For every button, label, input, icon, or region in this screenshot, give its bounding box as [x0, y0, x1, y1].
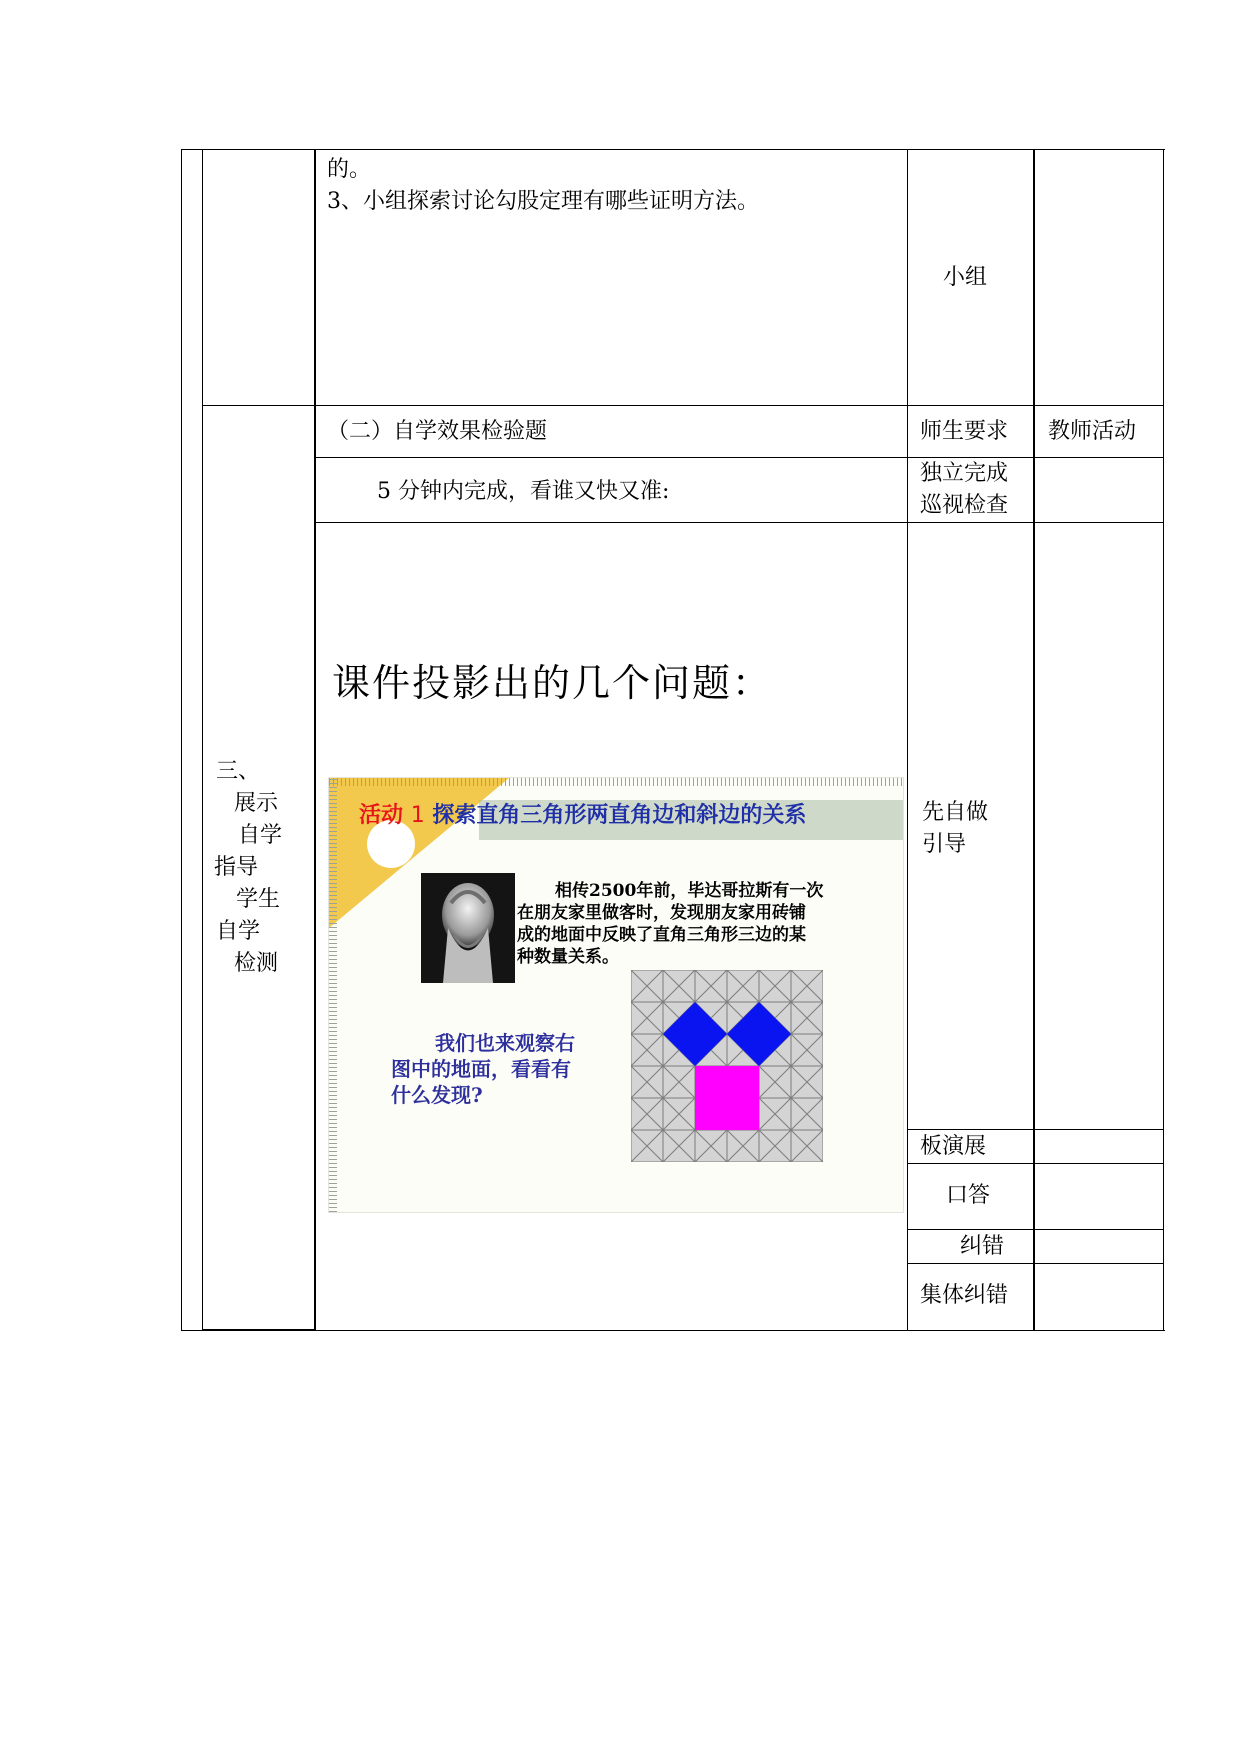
slide-story-line1: 相传2500年前，毕达哥拉斯有一次	[555, 881, 824, 901]
col-header-requirements: 师生要求	[920, 419, 1009, 444]
table-col-divider-4	[1033, 149, 1035, 1331]
table-col-divider-2	[314, 149, 316, 1331]
slide-side-ruler	[329, 778, 337, 1212]
req-first-line2: 引导	[922, 832, 967, 857]
table-border-bottom	[181, 1330, 1165, 1331]
req-independent-line1: 独立完成	[920, 461, 1009, 486]
req-answer: 口答	[946, 1183, 991, 1208]
slide-activity-label: 活动	[359, 803, 404, 828]
row-divider-6	[907, 1229, 1164, 1230]
slide-story-line2: 在朋友家里做客时，发现朋友家用砖铺	[517, 903, 806, 923]
courseware-slide	[328, 777, 904, 1213]
slide-prompt-line2: 图中的地面，看看有	[391, 1057, 571, 1081]
instruction-text: 5 分钟内完成，看谁又快又准:	[377, 479, 670, 504]
courseware-heading: 课件投影出的几个问题：	[332, 661, 773, 705]
section-label-line4: 指导	[214, 855, 259, 880]
req-independent-line2: 巡视检查	[920, 493, 1009, 518]
tile-floor-diagram	[631, 970, 823, 1162]
section-label-line2: 展示	[234, 791, 279, 816]
slide-top-ruler	[329, 778, 903, 786]
slide-prompt-line3: 什么发现?	[391, 1083, 483, 1107]
section-label-line6: 自学	[216, 919, 261, 944]
row-divider-3	[314, 522, 1164, 523]
row1-text-line1: 的。	[327, 157, 372, 182]
req-group-correct: 集体纠错	[920, 1283, 1009, 1308]
row1-requirement: 小组	[943, 265, 988, 290]
row-divider-label-bottom	[202, 1329, 315, 1331]
row-divider-1	[202, 405, 1164, 406]
subheading: （二）自学效果检验题	[327, 419, 548, 444]
row1-text-line2: 3、小组探索讨论勾股定理有哪些证明方法。	[327, 189, 759, 214]
slide-activity-title: 探索直角三角形两直角边和斜边的关系	[432, 803, 807, 828]
slide-story-line4: 种数量关系。	[517, 947, 619, 967]
slide-title	[359, 798, 806, 828]
row-divider-7	[907, 1263, 1164, 1264]
req-first-line1: 先自做	[922, 800, 989, 825]
table-border-left	[181, 149, 182, 1331]
row-divider-4	[907, 1129, 1164, 1130]
req-board: 板演展	[920, 1134, 987, 1159]
col-header-teacher-activity: 教师活动	[1048, 419, 1137, 444]
section-label-line3: 自学	[238, 823, 283, 848]
table-border-right	[1163, 149, 1164, 1331]
req-correct: 纠错	[960, 1234, 1005, 1259]
table-border-top	[181, 149, 1165, 150]
pythagoras-portrait	[421, 873, 515, 983]
slide-story-line3: 成的地面中反映了直角三角形三边的某	[517, 925, 806, 945]
row-divider-5	[907, 1163, 1164, 1164]
table-col-divider-1	[202, 149, 203, 1331]
table-col-divider-3	[907, 149, 908, 1331]
row-divider-2	[314, 457, 1164, 458]
section-label-line1: 三、	[216, 759, 261, 784]
section-label-line7: 检测	[234, 951, 279, 976]
slide-prompt-line1: 我们也来观察右	[435, 1031, 575, 1055]
slide-activity-number: 1	[410, 803, 425, 828]
section-label-line5: 学生	[236, 887, 281, 912]
